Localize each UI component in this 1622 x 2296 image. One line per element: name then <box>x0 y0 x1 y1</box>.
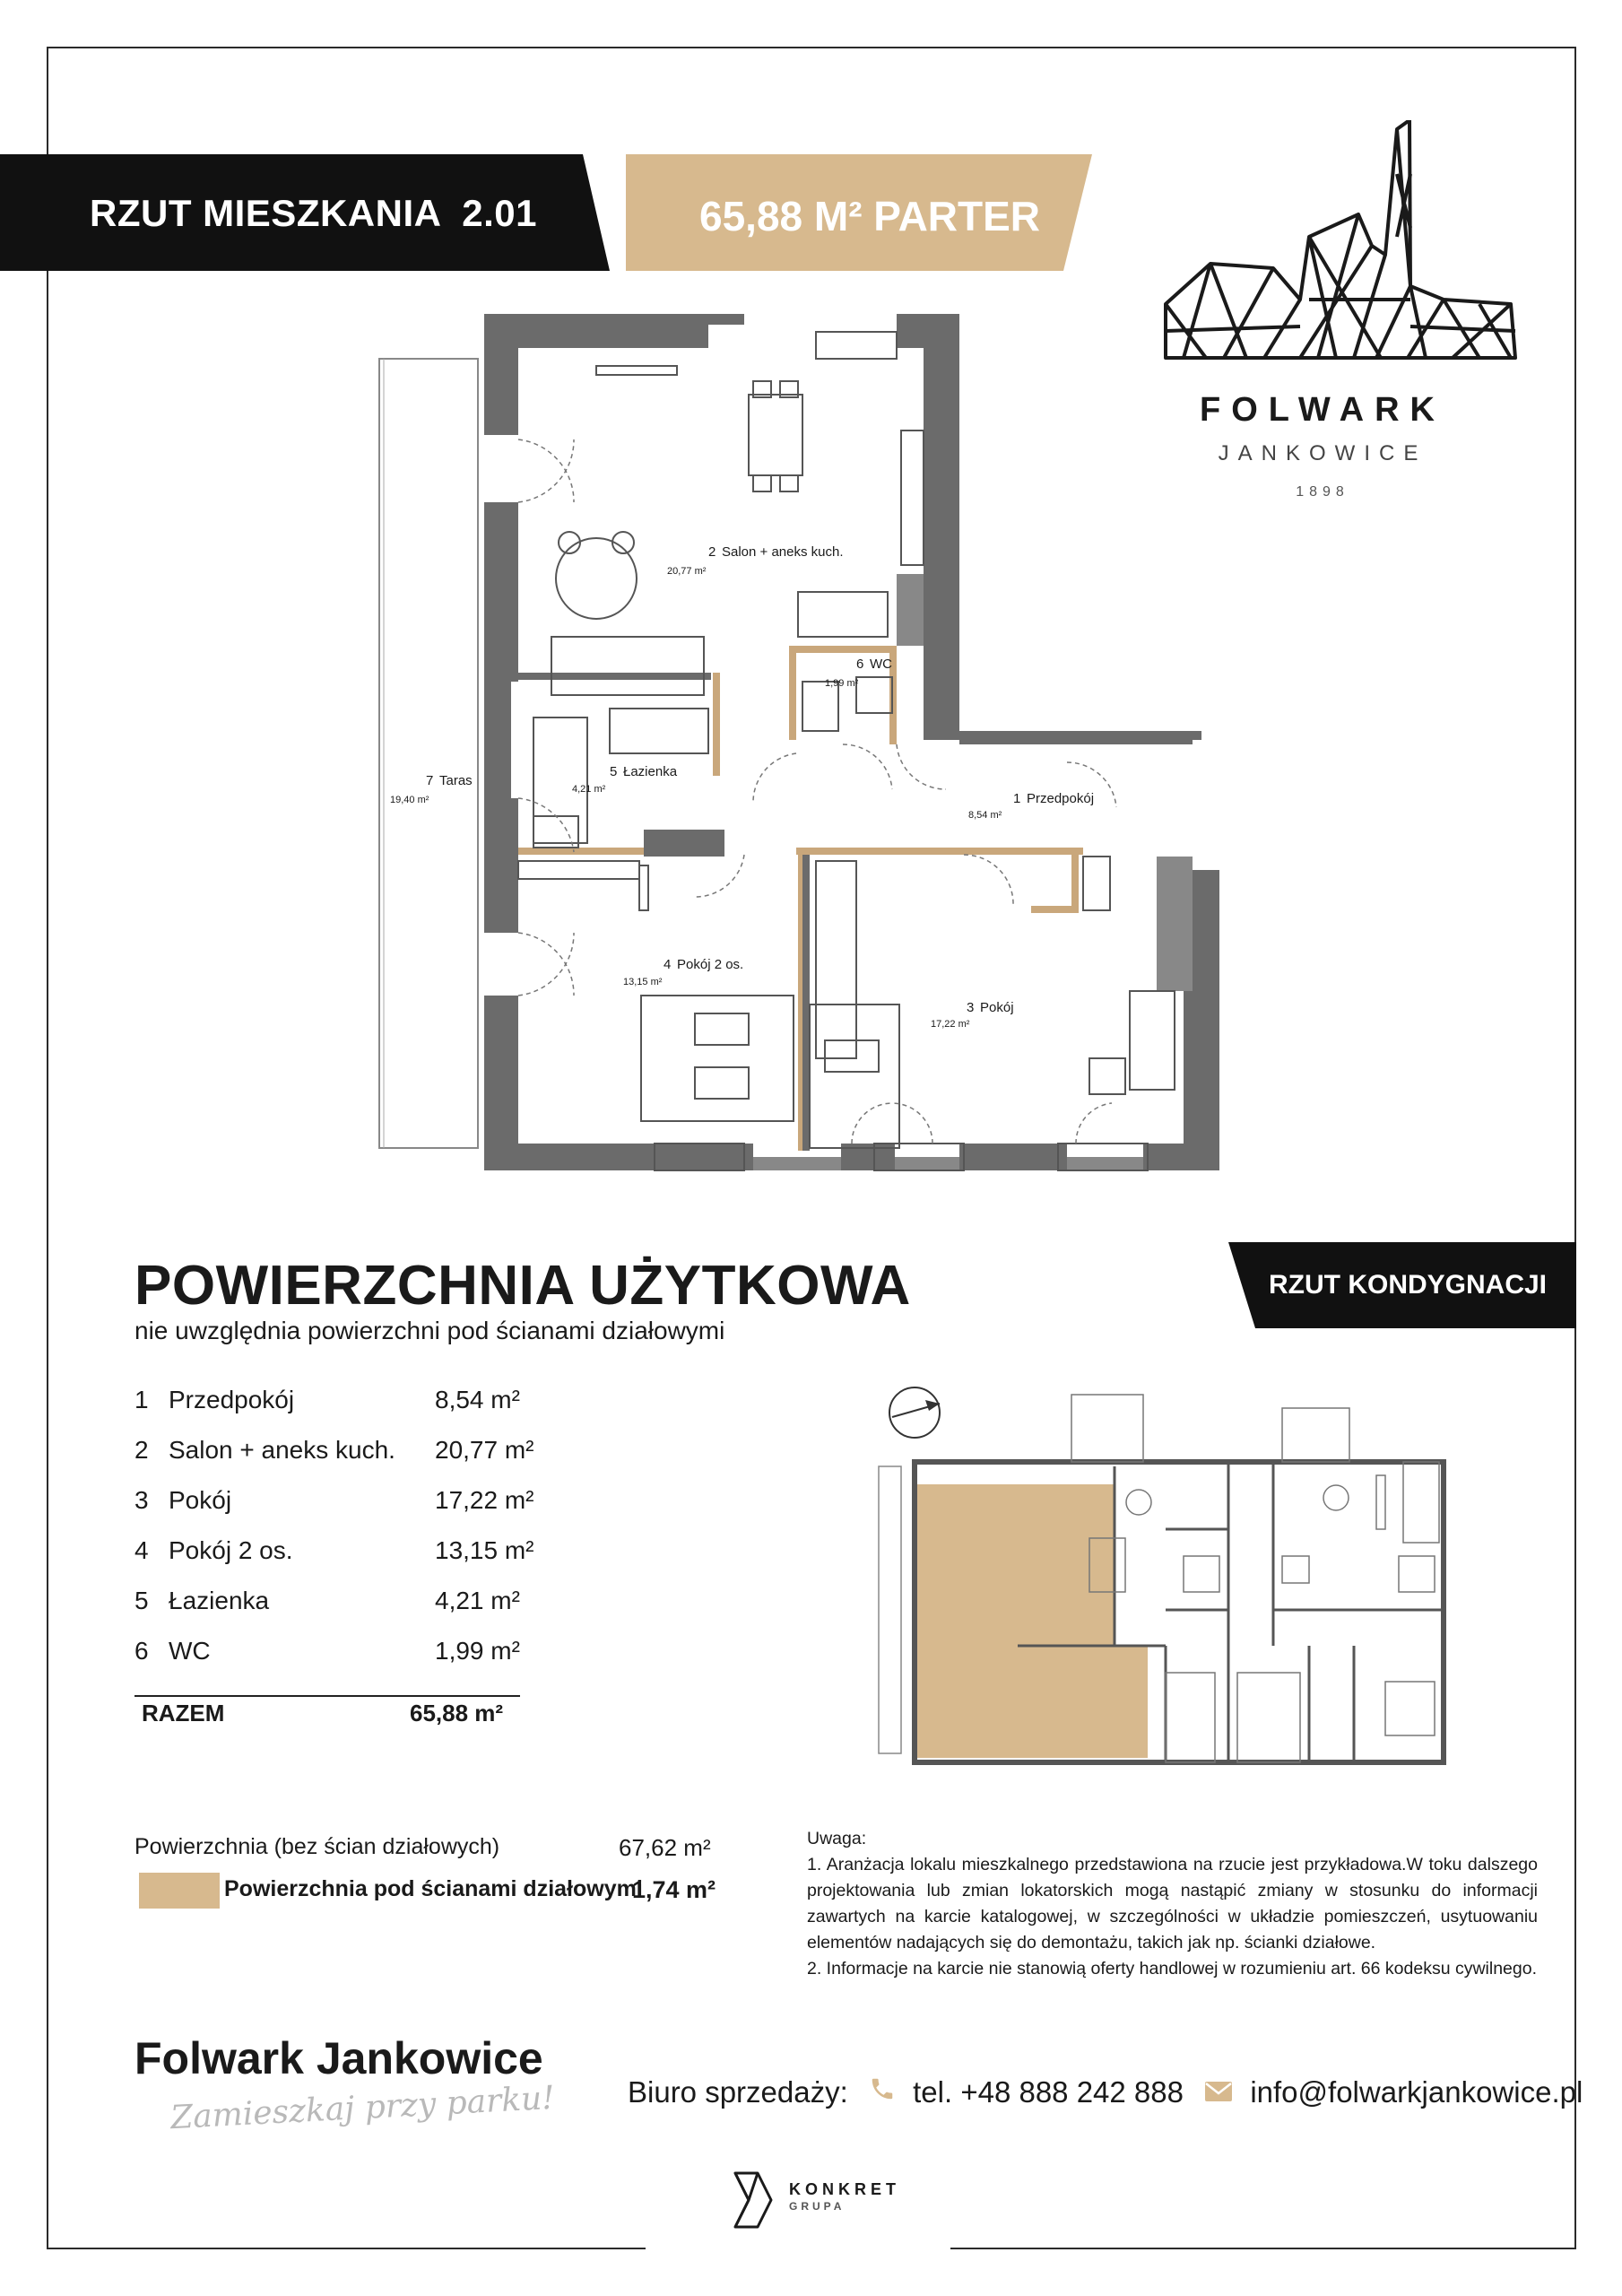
room-label-2: 2 <box>708 544 716 560</box>
frame-gap <box>646 2233 950 2260</box>
row-area: 4,21 m² <box>435 1587 520 1614</box>
room-label-1: 1 <box>1013 791 1021 806</box>
total-value: 65,88 m² <box>410 1700 504 1726</box>
row-name: Pokój <box>169 1486 232 1514</box>
outer-walls <box>484 314 1219 1170</box>
total-label: RAZEM <box>142 1700 225 1726</box>
room-area-7: 19,40 m² <box>390 795 429 805</box>
row-area: 20,77 m² <box>435 1436 534 1464</box>
row-num: 2 <box>134 1436 149 1464</box>
notes <box>807 1826 1538 1982</box>
floor-plan <box>870 1377 1470 1807</box>
apartment-plan <box>368 314 1219 1211</box>
room-label-7: 7 <box>426 773 434 788</box>
room-name-3: Pokój <box>980 1000 1014 1015</box>
phone-link[interactable]: tel. +48 888 242 888 <box>913 2075 1184 2109</box>
row-name: Łazienka <box>169 1587 270 1614</box>
room-label-3: 3 <box>967 1000 975 1015</box>
phone-icon <box>869 2075 896 2109</box>
room-name-2: Salon + aneks kuch. <box>722 544 844 560</box>
company-tagline: Zamieszkaj przy parku! <box>169 2079 556 2137</box>
row-area: 13,15 m² <box>435 1536 534 1564</box>
walls-swatch <box>139 1873 220 1909</box>
room-label-4: 4 <box>664 957 672 972</box>
inner-walls <box>518 574 1083 1151</box>
room-name-7: Taras <box>439 773 473 788</box>
room-name-1: Przedpokój <box>1027 791 1095 806</box>
brand-subtitle: JANKOWICE <box>1218 441 1427 465</box>
room-name-5: Łazienka <box>623 764 678 779</box>
page-title: RZUT MIESZKANIA 2.01 <box>90 192 537 234</box>
row-name: WC <box>169 1637 211 1665</box>
row-name: Przedpokój <box>169 1386 295 1413</box>
compass-icon <box>889 1387 940 1438</box>
email-link[interactable]: info@folwarkjankowice.pl <box>1250 2075 1583 2109</box>
row-num: 5 <box>134 1587 149 1614</box>
developer-name: KONKRET <box>789 2180 900 2198</box>
gross-area-value: 67,62 m² <box>619 1834 711 1861</box>
walls-area-value: 1,74 m² <box>632 1876 716 1903</box>
sales-label: Biuro sprzedaży: <box>628 2075 848 2109</box>
gross-area-label: Powierzchnia (bez ścian działowych) <box>134 1834 500 1859</box>
section-label: RZUT KONDYGNACJI <box>1269 1270 1548 1300</box>
brand-year: 1898 <box>1296 484 1349 500</box>
sales-contact <box>628 2074 1583 2109</box>
walls-area-label: Powierzchnia pod ścianami działowymi <box>224 1876 643 1901</box>
row-area: 1,99 m² <box>435 1637 520 1665</box>
row-num: 1 <box>134 1386 149 1413</box>
usable-area-title: POWIERZCHNIA UŻYTKOWA <box>134 1255 911 1317</box>
terrace-outline <box>379 359 478 1148</box>
apartment-area: 65,88 M² PARTER <box>699 193 1041 239</box>
room-area-1: 8,54 m² <box>968 810 1002 821</box>
note-2: 2. Informacje na karcie nie stanowią oferty handlowej w rozumieniu art. 66 kodeksu cywilnego. <box>807 1959 1538 1979</box>
notes-heading: Uwaga: <box>807 1829 867 1848</box>
company-name: Folwark Jankowice <box>134 2033 543 2083</box>
row-name: Pokój 2 os. <box>169 1536 293 1564</box>
furniture <box>518 366 1175 1148</box>
room-area-4: 13,15 m² <box>623 977 663 987</box>
row-area: 17,22 m² <box>435 1486 534 1514</box>
room-area-5: 4,21 m² <box>572 784 606 795</box>
konkret-logo <box>726 2169 780 2231</box>
mail-icon <box>1204 2075 1233 2109</box>
row-num: 6 <box>134 1637 149 1665</box>
room-name-4: Pokój 2 os. <box>677 957 744 972</box>
total-divider <box>134 1695 520 1697</box>
room-name-6: WC <box>870 657 892 672</box>
brand-name: FOLWARK <box>1200 391 1445 429</box>
row-num: 3 <box>134 1486 149 1514</box>
developer-sub: GRUPA <box>789 2200 846 2213</box>
room-area-2: 20,77 m² <box>667 566 707 577</box>
room-area-3: 17,22 m² <box>931 1019 970 1030</box>
row-name: Salon + aneks kuch. <box>169 1436 395 1464</box>
note-1: 1. Aranżacja lokalu mieszkalnego przedstawiona na rzucie jest przykładowa.W toku dalszego projektowania lub zmian lokatorskich mogą nastąpić zmiany w stosunku do informacji zawartych na karcie katalogowej, w szczególności w układzie pomieszczeń, usytuowaniu elementów nadających się do demontażu, takich jak np. ścianki działowe. <box>807 1855 1538 1952</box>
usable-area-subtitle: nie uwzględnia powierzchni pod ścianami działowymi <box>134 1317 725 1344</box>
room-label-6: 6 <box>856 657 864 672</box>
row-num: 4 <box>134 1536 149 1564</box>
room-label-5: 5 <box>610 764 618 779</box>
row-area: 8,54 m² <box>435 1386 520 1413</box>
room-area-6: 1,99 m² <box>825 678 859 689</box>
